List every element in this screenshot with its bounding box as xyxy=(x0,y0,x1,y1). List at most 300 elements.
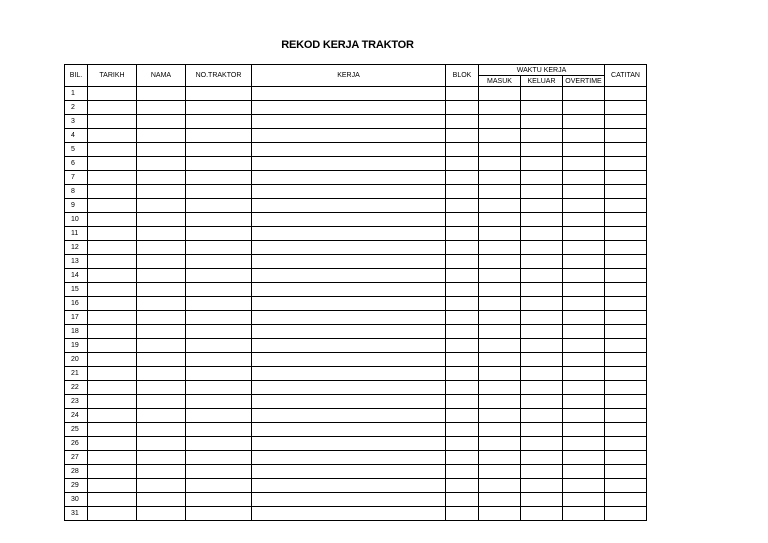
cell-masuk[interactable] xyxy=(479,255,521,269)
cell-tarikh[interactable] xyxy=(88,297,137,311)
cell-nama[interactable] xyxy=(137,325,186,339)
cell-tarikh[interactable] xyxy=(88,101,137,115)
cell-masuk[interactable] xyxy=(479,213,521,227)
cell-no-traktor[interactable] xyxy=(186,199,252,213)
cell-nama[interactable] xyxy=(137,381,186,395)
cell-kerja[interactable] xyxy=(252,325,446,339)
cell-catitan[interactable] xyxy=(605,353,647,367)
cell-keluar[interactable] xyxy=(521,269,563,283)
cell-overtime[interactable] xyxy=(563,101,605,115)
cell-tarikh[interactable] xyxy=(88,465,137,479)
cell-kerja[interactable] xyxy=(252,353,446,367)
cell-blok[interactable] xyxy=(446,269,479,283)
cell-nama[interactable] xyxy=(137,129,186,143)
cell-tarikh[interactable] xyxy=(88,171,137,185)
cell-keluar[interactable] xyxy=(521,241,563,255)
cell-kerja[interactable] xyxy=(252,451,446,465)
cell-catitan[interactable] xyxy=(605,507,647,521)
cell-keluar[interactable] xyxy=(521,157,563,171)
cell-keluar[interactable] xyxy=(521,493,563,507)
header-bil: BIL. xyxy=(65,65,88,87)
cell-overtime[interactable] xyxy=(563,479,605,493)
cell-catitan[interactable] xyxy=(605,185,647,199)
table-row xyxy=(65,325,647,339)
header-catitan: CATITAN xyxy=(605,65,647,87)
cell-blok[interactable] xyxy=(446,227,479,241)
cell-tarikh[interactable] xyxy=(88,185,137,199)
cell-keluar[interactable] xyxy=(521,381,563,395)
cell-masuk[interactable] xyxy=(479,381,521,395)
cell-kerja[interactable] xyxy=(252,101,446,115)
cell-kerja[interactable] xyxy=(252,199,446,213)
cell-tarikh[interactable] xyxy=(88,325,137,339)
cell-nama[interactable] xyxy=(137,185,186,199)
cell-nama[interactable] xyxy=(137,241,186,255)
table-row xyxy=(65,465,647,479)
cell-nama[interactable] xyxy=(137,227,186,241)
cell-nama[interactable] xyxy=(137,507,186,521)
cell-blok[interactable] xyxy=(446,437,479,451)
header-waktu-kerja: WAKTU KERJA xyxy=(479,65,605,76)
cell-nama[interactable] xyxy=(137,115,186,129)
cell-catitan[interactable] xyxy=(605,423,647,437)
cell-keluar[interactable] xyxy=(521,283,563,297)
cell-masuk[interactable] xyxy=(479,423,521,437)
cell-keluar[interactable] xyxy=(521,199,563,213)
cell-kerja[interactable] xyxy=(252,423,446,437)
cell-overtime[interactable] xyxy=(563,465,605,479)
cell-keluar[interactable] xyxy=(521,213,563,227)
cell-kerja[interactable] xyxy=(252,213,446,227)
cell-no-traktor[interactable] xyxy=(186,353,252,367)
cell-masuk[interactable] xyxy=(479,129,521,143)
cell-masuk[interactable] xyxy=(479,283,521,297)
cell-masuk[interactable] xyxy=(479,157,521,171)
cell-catitan[interactable] xyxy=(605,339,647,353)
cell-no-traktor[interactable] xyxy=(186,87,252,101)
cell-keluar[interactable] xyxy=(521,507,563,521)
cell-nama[interactable] xyxy=(137,311,186,325)
cell-no-traktor[interactable] xyxy=(186,143,252,157)
header-no-traktor: NO.TRAKTOR xyxy=(186,65,252,87)
cell-keluar[interactable] xyxy=(521,115,563,129)
cell-keluar[interactable] xyxy=(521,255,563,269)
cell-catitan[interactable] xyxy=(605,87,647,101)
cell-blok[interactable] xyxy=(446,171,479,185)
table-row xyxy=(65,367,647,381)
cell-no-traktor[interactable] xyxy=(186,437,252,451)
cell-overtime[interactable] xyxy=(563,129,605,143)
cell-catitan[interactable] xyxy=(605,115,647,129)
cell-catitan[interactable] xyxy=(605,199,647,213)
cell-catitan[interactable] xyxy=(605,409,647,423)
cell-overtime[interactable] xyxy=(563,255,605,269)
cell-overtime[interactable] xyxy=(563,353,605,367)
cell-masuk[interactable] xyxy=(479,311,521,325)
table-row xyxy=(65,381,647,395)
cell-kerja[interactable] xyxy=(252,493,446,507)
cell-no-traktor[interactable] xyxy=(186,325,252,339)
cell-blok[interactable] xyxy=(446,493,479,507)
cell-keluar[interactable] xyxy=(521,437,563,451)
cell-catitan[interactable] xyxy=(605,143,647,157)
cell-nama[interactable] xyxy=(137,423,186,437)
cell-keluar[interactable] xyxy=(521,129,563,143)
cell-masuk[interactable] xyxy=(479,101,521,115)
cell-keluar[interactable] xyxy=(521,227,563,241)
cell-keluar[interactable] xyxy=(521,171,563,185)
cell-overtime[interactable] xyxy=(563,367,605,381)
cell-tarikh[interactable] xyxy=(88,479,137,493)
cell-no-traktor[interactable] xyxy=(186,423,252,437)
cell-nama[interactable] xyxy=(137,409,186,423)
cell-overtime[interactable] xyxy=(563,493,605,507)
cell-keluar[interactable] xyxy=(521,395,563,409)
cell-no-traktor[interactable] xyxy=(186,367,252,381)
cell-no-traktor[interactable] xyxy=(186,129,252,143)
cell-masuk[interactable] xyxy=(479,269,521,283)
cell-masuk[interactable] xyxy=(479,493,521,507)
cell-masuk[interactable] xyxy=(479,297,521,311)
cell-kerja[interactable] xyxy=(252,87,446,101)
cell-blok[interactable] xyxy=(446,213,479,227)
cell-tarikh[interactable] xyxy=(88,227,137,241)
row-number: 8 xyxy=(65,185,88,199)
cell-overtime[interactable] xyxy=(563,143,605,157)
cell-kerja[interactable] xyxy=(252,507,446,521)
cell-catitan[interactable] xyxy=(605,227,647,241)
cell-tarikh[interactable] xyxy=(88,199,137,213)
cell-kerja[interactable] xyxy=(252,185,446,199)
cell-catitan[interactable] xyxy=(605,493,647,507)
cell-no-traktor[interactable] xyxy=(186,311,252,325)
cell-tarikh[interactable] xyxy=(88,353,137,367)
cell-tarikh[interactable] xyxy=(88,115,137,129)
cell-nama[interactable] xyxy=(137,395,186,409)
cell-keluar[interactable] xyxy=(521,87,563,101)
cell-no-traktor[interactable] xyxy=(186,101,252,115)
cell-masuk[interactable] xyxy=(479,143,521,157)
cell-kerja[interactable] xyxy=(252,171,446,185)
cell-tarikh[interactable] xyxy=(88,339,137,353)
cell-catitan[interactable] xyxy=(605,451,647,465)
cell-blok[interactable] xyxy=(446,185,479,199)
cell-catitan[interactable] xyxy=(605,311,647,325)
cell-blok[interactable] xyxy=(446,423,479,437)
cell-masuk[interactable] xyxy=(479,367,521,381)
cell-no-traktor[interactable] xyxy=(186,493,252,507)
cell-nama[interactable] xyxy=(137,367,186,381)
cell-masuk[interactable] xyxy=(479,409,521,423)
cell-masuk[interactable] xyxy=(479,227,521,241)
cell-tarikh[interactable] xyxy=(88,157,137,171)
table-row xyxy=(65,423,647,437)
cell-overtime[interactable] xyxy=(563,339,605,353)
cell-blok[interactable] xyxy=(446,297,479,311)
cell-overtime[interactable] xyxy=(563,115,605,129)
cell-overtime[interactable] xyxy=(563,437,605,451)
cell-tarikh[interactable] xyxy=(88,143,137,157)
cell-blok[interactable] xyxy=(446,311,479,325)
cell-blok[interactable] xyxy=(446,157,479,171)
cell-no-traktor[interactable] xyxy=(186,171,252,185)
cell-overtime[interactable] xyxy=(563,297,605,311)
cell-nama[interactable] xyxy=(137,101,186,115)
cell-blok[interactable] xyxy=(446,199,479,213)
cell-catitan[interactable] xyxy=(605,325,647,339)
cell-blok[interactable] xyxy=(446,129,479,143)
cell-tarikh[interactable] xyxy=(88,269,137,283)
cell-tarikh[interactable] xyxy=(88,367,137,381)
cell-masuk[interactable] xyxy=(479,479,521,493)
cell-blok[interactable] xyxy=(446,409,479,423)
cell-kerja[interactable] xyxy=(252,241,446,255)
cell-catitan[interactable] xyxy=(605,297,647,311)
cell-no-traktor[interactable] xyxy=(186,395,252,409)
cell-catitan[interactable] xyxy=(605,381,647,395)
cell-no-traktor[interactable] xyxy=(186,339,252,353)
cell-no-traktor[interactable] xyxy=(186,283,252,297)
cell-kerja[interactable] xyxy=(252,479,446,493)
cell-keluar[interactable] xyxy=(521,423,563,437)
cell-kerja[interactable] xyxy=(252,115,446,129)
cell-blok[interactable] xyxy=(446,143,479,157)
cell-overtime[interactable] xyxy=(563,157,605,171)
table-row xyxy=(65,143,647,157)
cell-masuk[interactable] xyxy=(479,395,521,409)
cell-kerja[interactable] xyxy=(252,143,446,157)
cell-overtime[interactable] xyxy=(563,213,605,227)
cell-kerja[interactable] xyxy=(252,283,446,297)
cell-blok[interactable] xyxy=(446,479,479,493)
cell-catitan[interactable] xyxy=(605,129,647,143)
cell-keluar[interactable] xyxy=(521,185,563,199)
cell-no-traktor[interactable] xyxy=(186,227,252,241)
cell-overtime[interactable] xyxy=(563,199,605,213)
cell-catitan[interactable] xyxy=(605,479,647,493)
cell-masuk[interactable] xyxy=(479,115,521,129)
cell-blok[interactable] xyxy=(446,283,479,297)
cell-overtime[interactable] xyxy=(563,227,605,241)
cell-tarikh[interactable] xyxy=(88,311,137,325)
cell-tarikh[interactable] xyxy=(88,241,137,255)
cell-no-traktor[interactable] xyxy=(186,465,252,479)
cell-kerja[interactable] xyxy=(252,255,446,269)
cell-kerja[interactable] xyxy=(252,227,446,241)
cell-keluar[interactable] xyxy=(521,367,563,381)
cell-no-traktor[interactable] xyxy=(186,507,252,521)
cell-catitan[interactable] xyxy=(605,255,647,269)
cell-nama[interactable] xyxy=(137,269,186,283)
cell-no-traktor[interactable] xyxy=(186,269,252,283)
cell-kerja[interactable] xyxy=(252,269,446,283)
cell-blok[interactable] xyxy=(446,115,479,129)
cell-no-traktor[interactable] xyxy=(186,479,252,493)
cell-blok[interactable] xyxy=(446,101,479,115)
cell-kerja[interactable] xyxy=(252,395,446,409)
table-row xyxy=(65,339,647,353)
cell-no-traktor[interactable] xyxy=(186,381,252,395)
cell-overtime[interactable] xyxy=(563,507,605,521)
cell-no-traktor[interactable] xyxy=(186,409,252,423)
cell-nama[interactable] xyxy=(137,451,186,465)
cell-catitan[interactable] xyxy=(605,367,647,381)
cell-kerja[interactable] xyxy=(252,381,446,395)
cell-kerja[interactable] xyxy=(252,465,446,479)
cell-nama[interactable] xyxy=(137,283,186,297)
cell-kerja[interactable] xyxy=(252,129,446,143)
cell-overtime[interactable] xyxy=(563,395,605,409)
cell-keluar[interactable] xyxy=(521,143,563,157)
cell-keluar[interactable] xyxy=(521,325,563,339)
cell-overtime[interactable] xyxy=(563,423,605,437)
cell-overtime[interactable] xyxy=(563,269,605,283)
cell-keluar[interactable] xyxy=(521,101,563,115)
cell-catitan[interactable] xyxy=(605,241,647,255)
cell-masuk[interactable] xyxy=(479,87,521,101)
cell-kerja[interactable] xyxy=(252,311,446,325)
cell-blok[interactable] xyxy=(446,367,479,381)
cell-keluar[interactable] xyxy=(521,451,563,465)
cell-no-traktor[interactable] xyxy=(186,241,252,255)
cell-nama[interactable] xyxy=(137,339,186,353)
cell-tarikh[interactable] xyxy=(88,493,137,507)
cell-nama[interactable] xyxy=(137,87,186,101)
cell-tarikh[interactable] xyxy=(88,87,137,101)
row-number: 1 xyxy=(65,87,88,101)
cell-nama[interactable] xyxy=(137,171,186,185)
cell-masuk[interactable] xyxy=(479,199,521,213)
cell-masuk[interactable] xyxy=(479,465,521,479)
table-row xyxy=(65,185,647,199)
cell-blok[interactable] xyxy=(446,465,479,479)
cell-nama[interactable] xyxy=(137,297,186,311)
cell-catitan[interactable] xyxy=(605,213,647,227)
table-row xyxy=(65,115,647,129)
cell-tarikh[interactable] xyxy=(88,409,137,423)
cell-no-traktor[interactable] xyxy=(186,157,252,171)
cell-nama[interactable] xyxy=(137,479,186,493)
cell-keluar[interactable] xyxy=(521,479,563,493)
cell-catitan[interactable] xyxy=(605,395,647,409)
cell-nama[interactable] xyxy=(137,157,186,171)
cell-nama[interactable] xyxy=(137,213,186,227)
cell-blok[interactable] xyxy=(446,507,479,521)
cell-masuk[interactable] xyxy=(479,339,521,353)
cell-overtime[interactable] xyxy=(563,409,605,423)
cell-catitan[interactable] xyxy=(605,269,647,283)
cell-nama[interactable] xyxy=(137,199,186,213)
cell-overtime[interactable] xyxy=(563,381,605,395)
cell-tarikh[interactable] xyxy=(88,423,137,437)
cell-catitan[interactable] xyxy=(605,157,647,171)
cell-nama[interactable] xyxy=(137,255,186,269)
cell-keluar[interactable] xyxy=(521,409,563,423)
cell-kerja[interactable] xyxy=(252,409,446,423)
cell-kerja[interactable] xyxy=(252,157,446,171)
cell-masuk[interactable] xyxy=(479,437,521,451)
cell-catitan[interactable] xyxy=(605,465,647,479)
cell-nama[interactable] xyxy=(137,493,186,507)
cell-overtime[interactable] xyxy=(563,451,605,465)
cell-no-traktor[interactable] xyxy=(186,115,252,129)
cell-tarikh[interactable] xyxy=(88,255,137,269)
cell-tarikh[interactable] xyxy=(88,437,137,451)
cell-kerja[interactable] xyxy=(252,339,446,353)
row-number: 5 xyxy=(65,143,88,157)
cell-masuk[interactable] xyxy=(479,241,521,255)
cell-no-traktor[interactable] xyxy=(186,451,252,465)
cell-keluar[interactable] xyxy=(521,311,563,325)
cell-blok[interactable] xyxy=(446,255,479,269)
cell-tarikh[interactable] xyxy=(88,507,137,521)
cell-tarikh[interactable] xyxy=(88,451,137,465)
table-row xyxy=(65,213,647,227)
cell-kerja[interactable] xyxy=(252,437,446,451)
cell-no-traktor[interactable] xyxy=(186,297,252,311)
cell-overtime[interactable] xyxy=(563,283,605,297)
cell-blok[interactable] xyxy=(446,241,479,255)
cell-overtime[interactable] xyxy=(563,241,605,255)
cell-blok[interactable] xyxy=(446,451,479,465)
cell-nama[interactable] xyxy=(137,143,186,157)
row-number: 13 xyxy=(65,255,88,269)
cell-keluar[interactable] xyxy=(521,339,563,353)
cell-tarikh[interactable] xyxy=(88,283,137,297)
cell-keluar[interactable] xyxy=(521,297,563,311)
cell-blok[interactable] xyxy=(446,325,479,339)
cell-masuk[interactable] xyxy=(479,451,521,465)
cell-nama[interactable] xyxy=(137,437,186,451)
cell-keluar[interactable] xyxy=(521,353,563,367)
cell-tarikh[interactable] xyxy=(88,213,137,227)
cell-no-traktor[interactable] xyxy=(186,213,252,227)
cell-blok[interactable] xyxy=(446,87,479,101)
cell-overtime[interactable] xyxy=(563,325,605,339)
cell-overtime[interactable] xyxy=(563,185,605,199)
cell-kerja[interactable] xyxy=(252,367,446,381)
tractor-work-log-table xyxy=(64,64,647,521)
cell-blok[interactable] xyxy=(446,381,479,395)
cell-masuk[interactable] xyxy=(479,353,521,367)
row-number: 16 xyxy=(65,297,88,311)
cell-catitan[interactable] xyxy=(605,101,647,115)
cell-overtime[interactable] xyxy=(563,87,605,101)
cell-catitan[interactable] xyxy=(605,171,647,185)
cell-catitan[interactable] xyxy=(605,437,647,451)
cell-nama[interactable] xyxy=(137,465,186,479)
cell-overtime[interactable] xyxy=(563,311,605,325)
cell-nama[interactable] xyxy=(137,353,186,367)
cell-masuk[interactable] xyxy=(479,185,521,199)
row-number: 3 xyxy=(65,115,88,129)
cell-masuk[interactable] xyxy=(479,507,521,521)
cell-kerja[interactable] xyxy=(252,297,446,311)
cell-no-traktor[interactable] xyxy=(186,255,252,269)
cell-tarikh[interactable] xyxy=(88,395,137,409)
cell-blok[interactable] xyxy=(446,353,479,367)
cell-masuk[interactable] xyxy=(479,171,521,185)
cell-overtime[interactable] xyxy=(563,171,605,185)
cell-keluar[interactable] xyxy=(521,465,563,479)
cell-blok[interactable] xyxy=(446,339,479,353)
cell-catitan[interactable] xyxy=(605,283,647,297)
cell-blok[interactable] xyxy=(446,395,479,409)
cell-tarikh[interactable] xyxy=(88,129,137,143)
cell-masuk[interactable] xyxy=(479,325,521,339)
cell-tarikh[interactable] xyxy=(88,381,137,395)
cell-no-traktor[interactable] xyxy=(186,185,252,199)
